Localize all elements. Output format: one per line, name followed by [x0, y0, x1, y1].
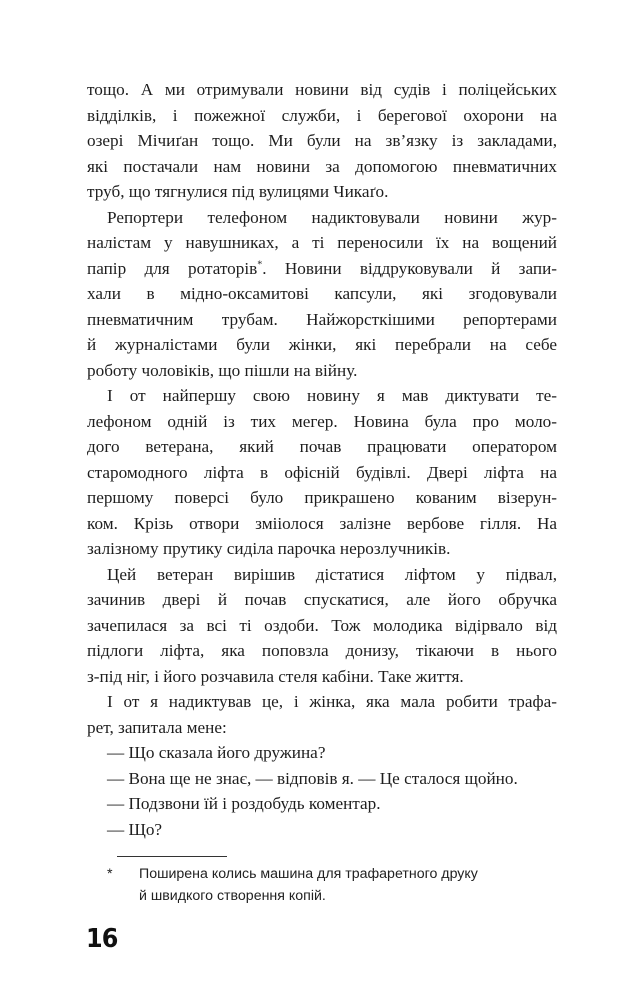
dialogue-line: — Що сказала його дружина?	[107, 743, 326, 762]
dialogue-line: — Вона ще не знає, — відповів я. — Це сталося щойно.	[107, 768, 518, 788]
footnote-mark: *	[107, 866, 113, 882]
text-line: Репортери телефоном надиктовували новини жур-	[107, 207, 557, 227]
footnote-line: й швидкого створення копій.	[139, 888, 326, 904]
dialogue-line: — Подзвони їй і роздобудь коментар.	[107, 794, 381, 813]
text-line: І от я надиктував це, і жінка, яка мала робити трафа-	[107, 692, 557, 711]
text-line: хали в мідно-оксамитові капсули, які згодовували	[87, 284, 557, 303]
text-line: Цей ветеран вирішив дістатися ліфтом у підвал,	[107, 564, 557, 584]
text-line: відділків, і пожежної служби, і берегової охорони на	[87, 105, 557, 125]
text-line	[87, 256, 557, 282]
text-line: налістам у навушниках, а ті переносили їх на вощений	[87, 233, 557, 252]
text-line: роботу чоловіків, що пішли на війну.	[87, 360, 358, 380]
text-line: тощо. А ми отримували новини від судів і поліцейських	[87, 80, 557, 99]
footnote-divider	[117, 856, 227, 857]
text-line: І от найпершу свою новину я мав диктувати те-	[107, 386, 557, 405]
text-line: дого ветерана, який почав працювати оператором	[87, 437, 557, 456]
footnote-reference: *	[257, 258, 263, 270]
page-number: 16	[86, 924, 118, 954]
text-line: старомодного ліфта в офісній будівлі. Двері ліфта на	[87, 462, 557, 482]
footnote-line: Поширена колись машина для трафаретного друку	[139, 866, 478, 882]
footnote	[107, 863, 557, 907]
dialogue-line: — Що?	[107, 819, 163, 839]
body-text	[87, 77, 557, 842]
text-line: які постачали нам новини за допомогою пневматичних	[87, 156, 557, 176]
text-fragment: . Новини віддруковували й запи-	[262, 258, 557, 278]
text-line: зачинив двері й почав спускатися, але його обручка	[87, 590, 557, 609]
text-line: озері Мічиґан тощо. Ми були на зв’язку із закладами,	[87, 131, 557, 150]
text-line: пневматичним трубам. Найжорсткішими репортерами	[87, 309, 557, 329]
text-line: рет, запитала мене:	[87, 717, 227, 737]
text-line: зачепилася за всі ті оздоби. Тож молодика відірвало від	[87, 615, 557, 635]
text-line: першому поверсі було прикрашено кованим візерун-	[87, 488, 557, 507]
text-line: й журналістами були жінки, які перебрали на себе	[87, 335, 557, 354]
text-line: лефоном одній із тих мегер. Новина була про моло-	[87, 411, 557, 431]
text-line: ком. Крізь отвори змііолося залізне вербове гілля. На	[87, 513, 557, 533]
text-line: з-під ніг, і його розчавила стеля кабіни. Таке життя.	[87, 666, 464, 686]
text-fragment: папір для ротаторів	[87, 258, 258, 278]
text-line: труб, що тягнулися під вулицями Чикаґо.	[87, 182, 389, 201]
text-line: підлоги ліфта, яка поповзла донизу, тікаючи в нього	[87, 641, 557, 660]
text-line: залізному прутику сиділа парочка нерозлучників.	[87, 539, 451, 558]
